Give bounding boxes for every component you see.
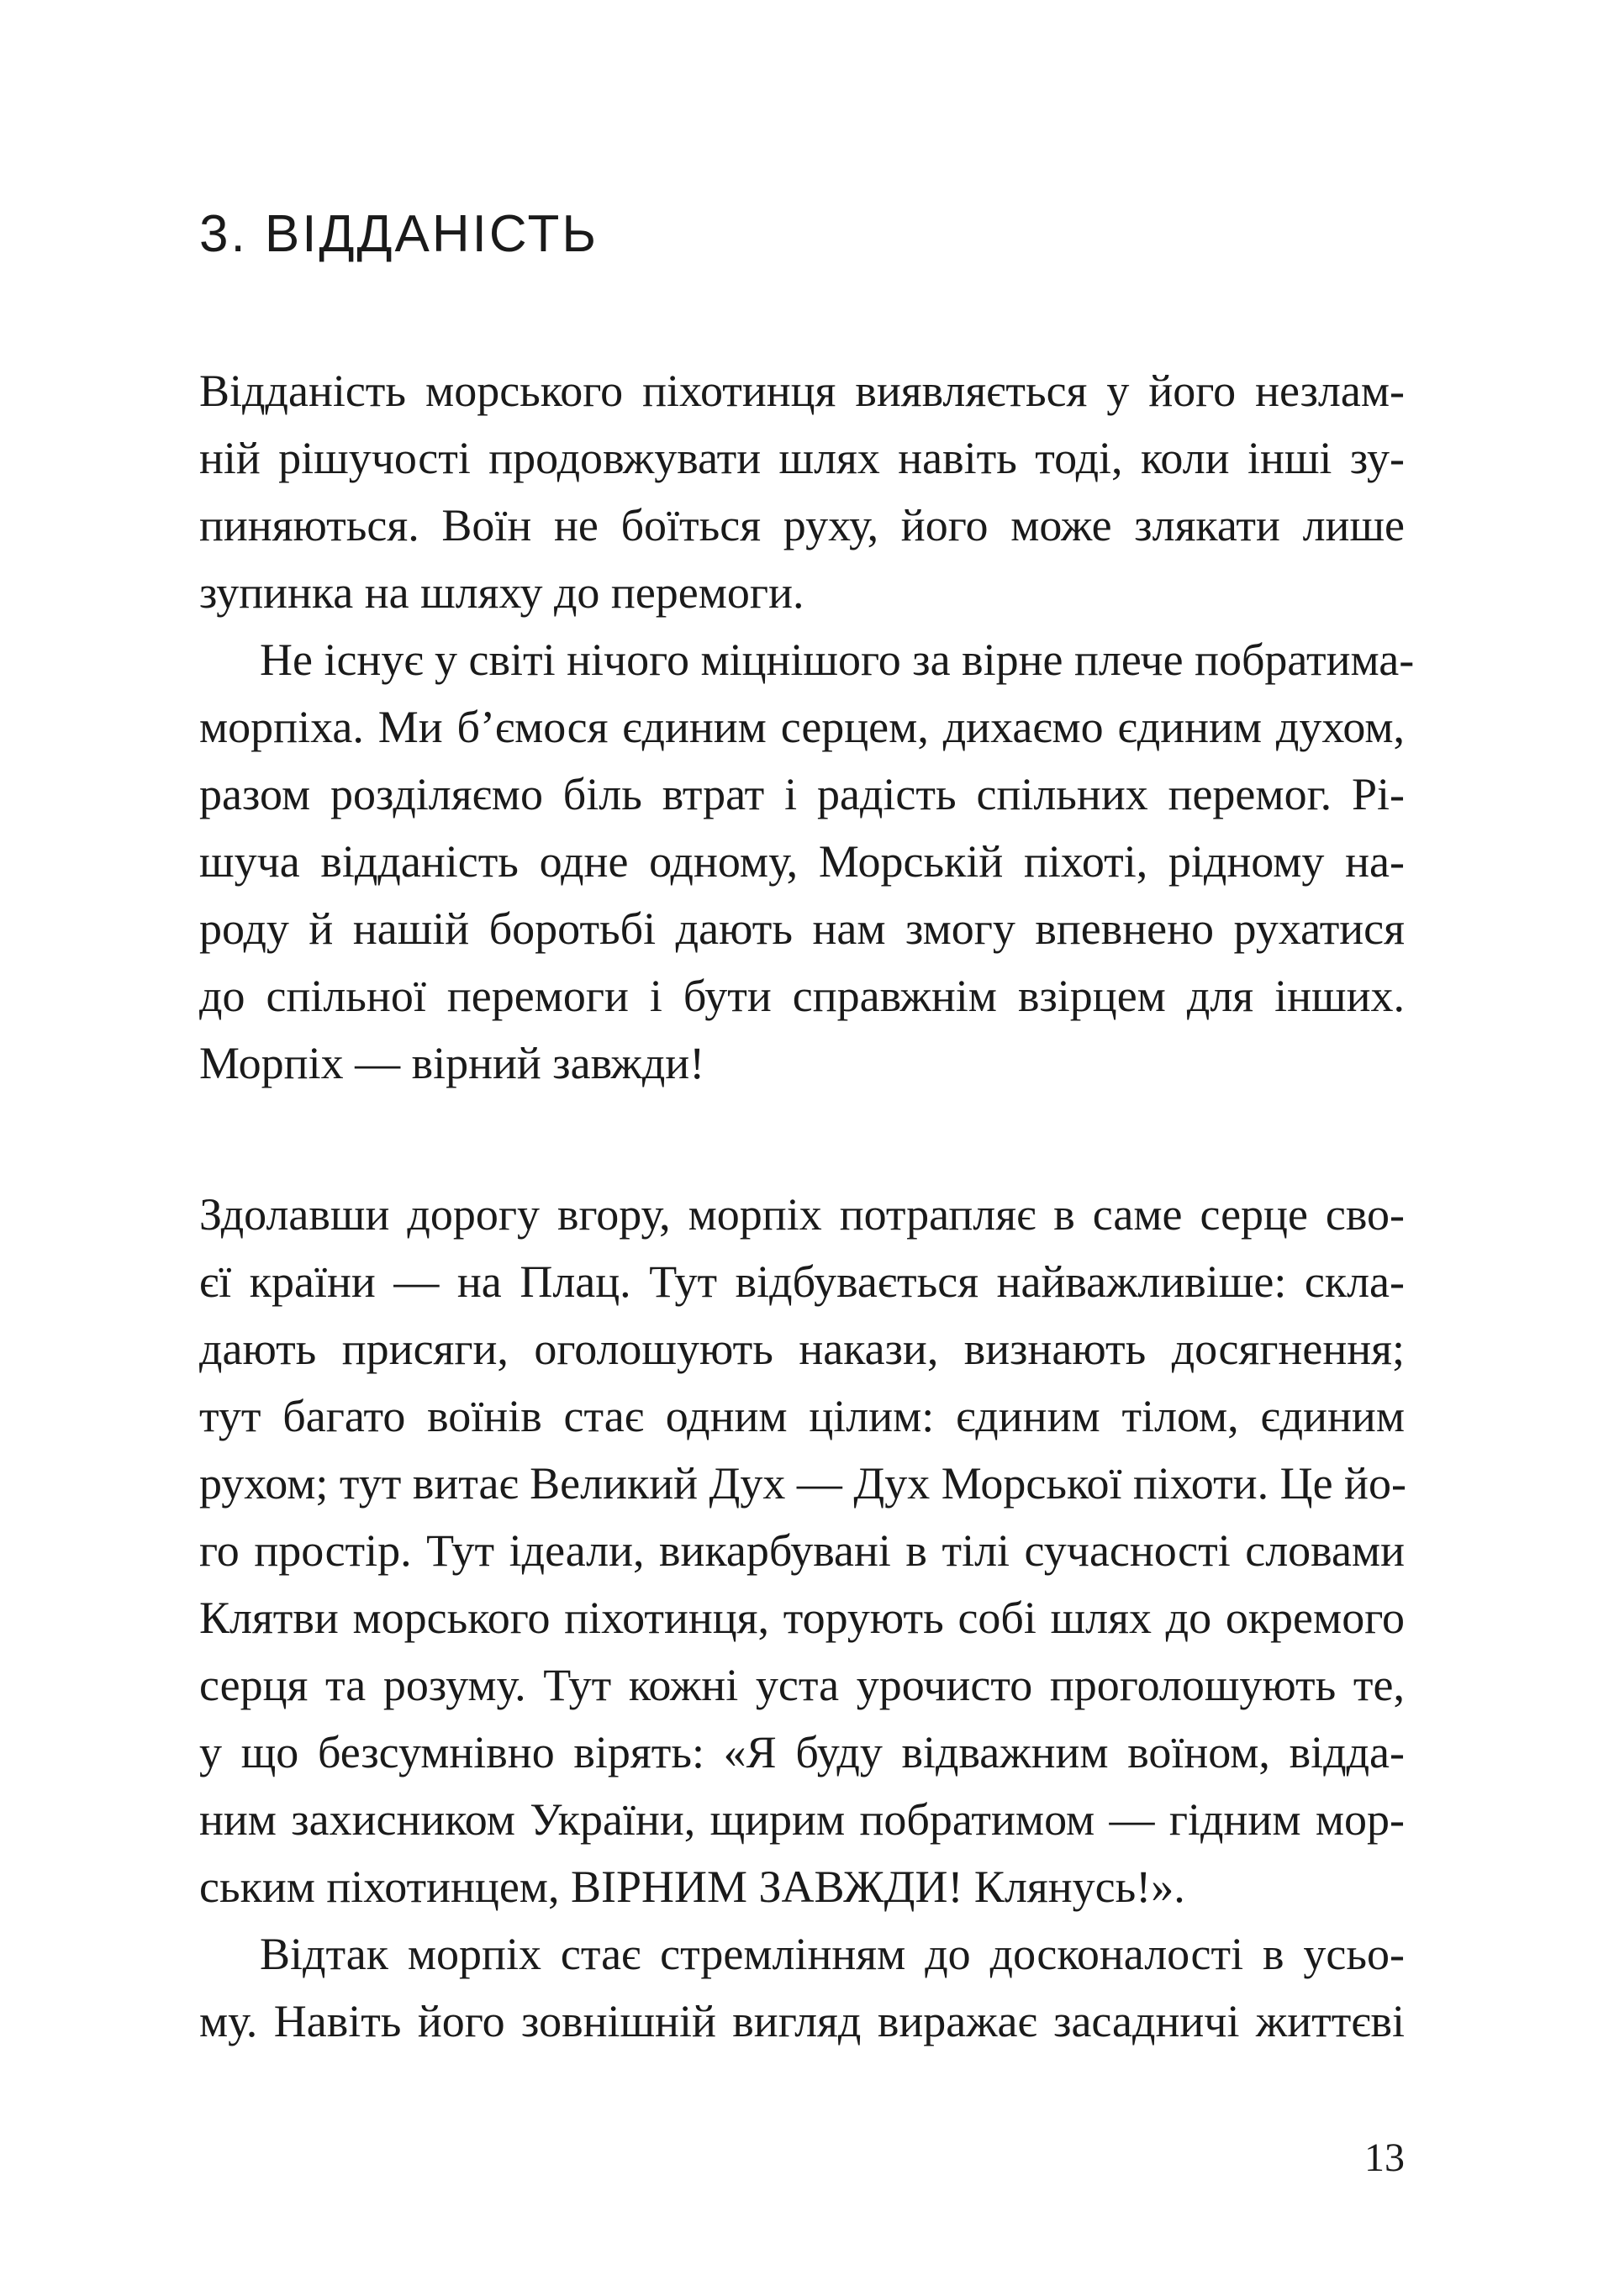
paragraph-3-line: ським піхотинцем, ВІРНИМ ЗАВЖДИ! Клянусь!».: [199, 1862, 1185, 1912]
paragraph-3-line: єї країни — на Плац. Тут відбувається найважливіше: скла-: [199, 1256, 1405, 1307]
paragraph-3-line: Клятви морського піхотинця, торують собі шлях до окремого: [199, 1593, 1405, 1643]
paragraph-3-line: Здолавши дорогу вгору, морпіх потрапляє в саме серце сво-: [199, 1189, 1405, 1240]
paragraph-4-line: му. Навіть його зовнішній вигляд виражає засадничі життєві: [199, 1996, 1405, 2046]
paragraph-3-line: дають присяги, оголошують накази, визнають досягнення;: [199, 1324, 1405, 1374]
paragraph-1-line: зупинка на шляху до перемоги.: [199, 567, 804, 618]
paragraph-2-line: Не існує у світі нічого міцнішого за вірне плече побратима-: [260, 635, 1415, 685]
paragraph-3-line: рухом; тут витає Великий Дух — Дух Морської піхоти. Це йо-: [199, 1458, 1406, 1509]
paragraph-2-line: до спільної перемоги і бути справжнім взірцем для інших.: [199, 971, 1405, 1021]
paragraph-2-line: роду й нашій боротьбі дають нам змогу впевнено рухатися: [199, 903, 1405, 954]
paragraph-1-line: Відданість морського піхотинця виявляється у його незлам-: [199, 366, 1405, 416]
paragraph-2-line: морпіха. Ми б’ємося єдиним серцем, дихаємо єдиним духом,: [199, 702, 1405, 752]
chapter-title: 3. ВІДДАНІСТЬ: [199, 205, 599, 263]
paragraph-1-line: ній рішучості продовжувати шлях навіть тоді, коли інші зу-: [199, 433, 1405, 483]
paragraph-4-line: Відтак морпіх стає стремлінням до досконалості в усьо-: [260, 1929, 1405, 1979]
paragraph-2-line: Морпіх — вірний завжди!: [199, 1038, 705, 1088]
paragraph-1-line: пиняються. Воїн не боїться руху, його може злякати лише: [199, 500, 1405, 550]
paragraph-2-line: шуча відданість одне одному, Морській піхоті, рідному на-: [199, 836, 1405, 887]
paragraph-2-line: разом розділяємо біль втрат і радість спільних перемог. Рі-: [199, 769, 1405, 819]
paragraph-3-line: тут багато воїнів стає одним цілим: єдиним тілом, єдиним: [199, 1391, 1405, 1441]
paragraph-3-line: у що безсумнівно вірять: «Я буду відважним воїном, відда-: [199, 1727, 1405, 1777]
page-number: 13: [1364, 2135, 1405, 2180]
paragraph-3-line: серця та розуму. Тут кожні уста урочисто проголошують те,: [199, 1660, 1405, 1710]
paragraph-3-line: го простір. Тут ідеали, викарбувані в тілі сучасності словами: [199, 1525, 1405, 1576]
paragraph-3-line: ним захисником України, щирим побратимом — гідним мор-: [199, 1794, 1405, 1845]
